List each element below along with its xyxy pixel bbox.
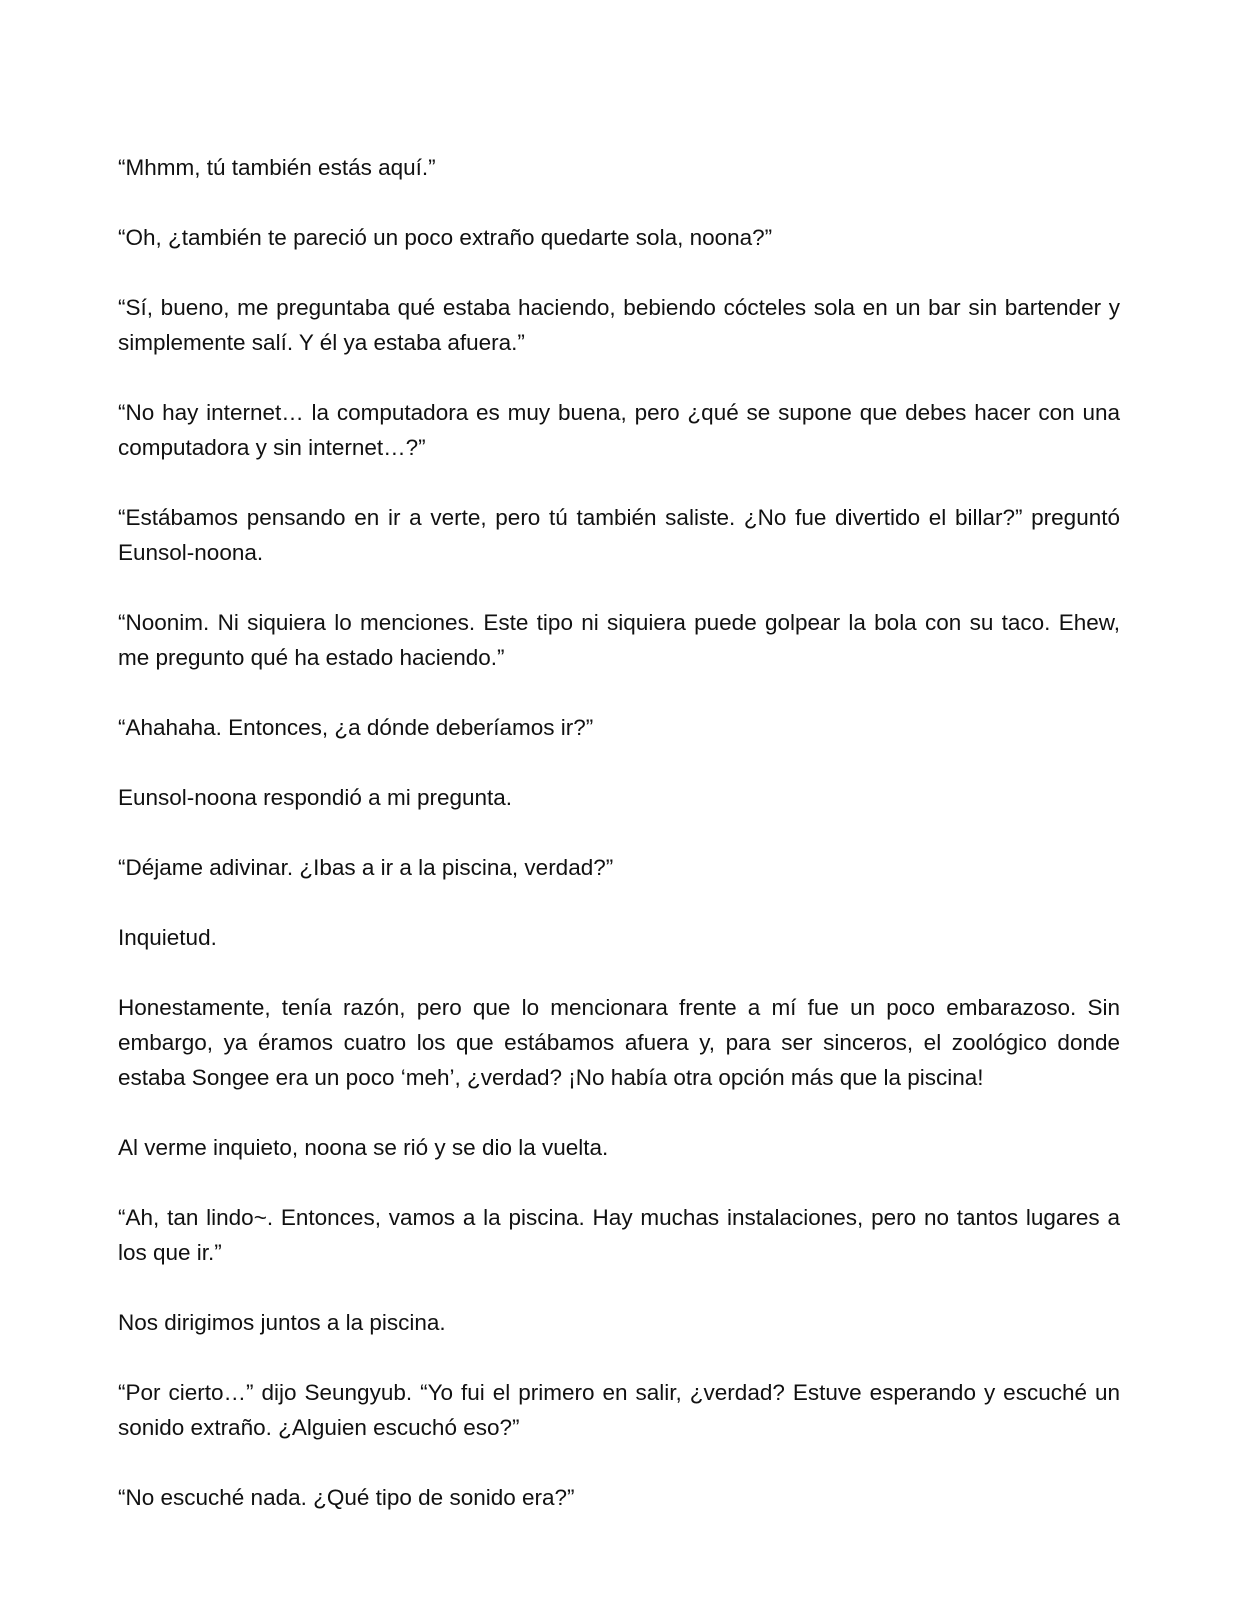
- paragraph: Al verme inquieto, noona se rió y se dio la vuelta.: [118, 1135, 609, 1160]
- paragraph: Nos dirigimos juntos a la piscina.: [118, 1310, 446, 1335]
- paragraph: Honestamente, tenía razón, pero que lo mencionara frente a mí fue un poco embarazoso. Sin embargo, ya éramos cuatro los que estábamos afuera y, para ser sinceros, el zoológico donde estaba Songee era un poco ‘meh’, ¿verdad? ¡No había otra opción más que la piscina!: [118, 995, 1120, 1090]
- paragraph: “Mhmm, tú también estás aquí.”: [118, 155, 436, 180]
- paragraph: Inquietud.: [118, 925, 217, 950]
- paragraph: “No escuché nada. ¿Qué tipo de sonido era?”: [118, 1485, 575, 1510]
- paragraph: “Ahahaha. Entonces, ¿a dónde deberíamos ir?”: [118, 715, 594, 740]
- paragraph: “Sí, bueno, me preguntaba qué estaba haciendo, bebiendo cócteles sola en un bar sin bartender y simplemente salí. Y él ya estaba afuera.”: [118, 295, 1120, 355]
- paragraph: Eunsol-noona respondió a mi pregunta.: [118, 785, 513, 810]
- paragraph: “Déjame adivinar. ¿Ibas a ir a la piscina, verdad?”: [118, 855, 614, 880]
- document-body: [118, 150, 1120, 1550]
- paragraph: “No hay internet… la computadora es muy buena, pero ¿qué se supone que debes hacer con una computadora y sin internet…?”: [118, 400, 1120, 460]
- paragraph: “Noonim. Ni siquiera lo menciones. Este tipo ni siquiera puede golpear la bola con su taco. Ehew, me pregunto qué ha estado haciendo.”: [118, 610, 1120, 670]
- paragraph: “Ah, tan lindo~. Entonces, vamos a la piscina. Hay muchas instalaciones, pero no tantos lugares a los que ir.”: [118, 1205, 1120, 1265]
- paragraph: “Por cierto…” dijo Seungyub. “Yo fui el primero en salir, ¿verdad? Estuve esperando y escuché un sonido extraño. ¿Alguien escuchó eso?”: [118, 1380, 1120, 1440]
- paragraph: “Estábamos pensando en ir a verte, pero tú también saliste. ¿No fue divertido el billar?” preguntó Eunsol-noona.: [118, 505, 1120, 565]
- paragraph: “Oh, ¿también te pareció un poco extraño quedarte sola, noona?”: [118, 225, 773, 250]
